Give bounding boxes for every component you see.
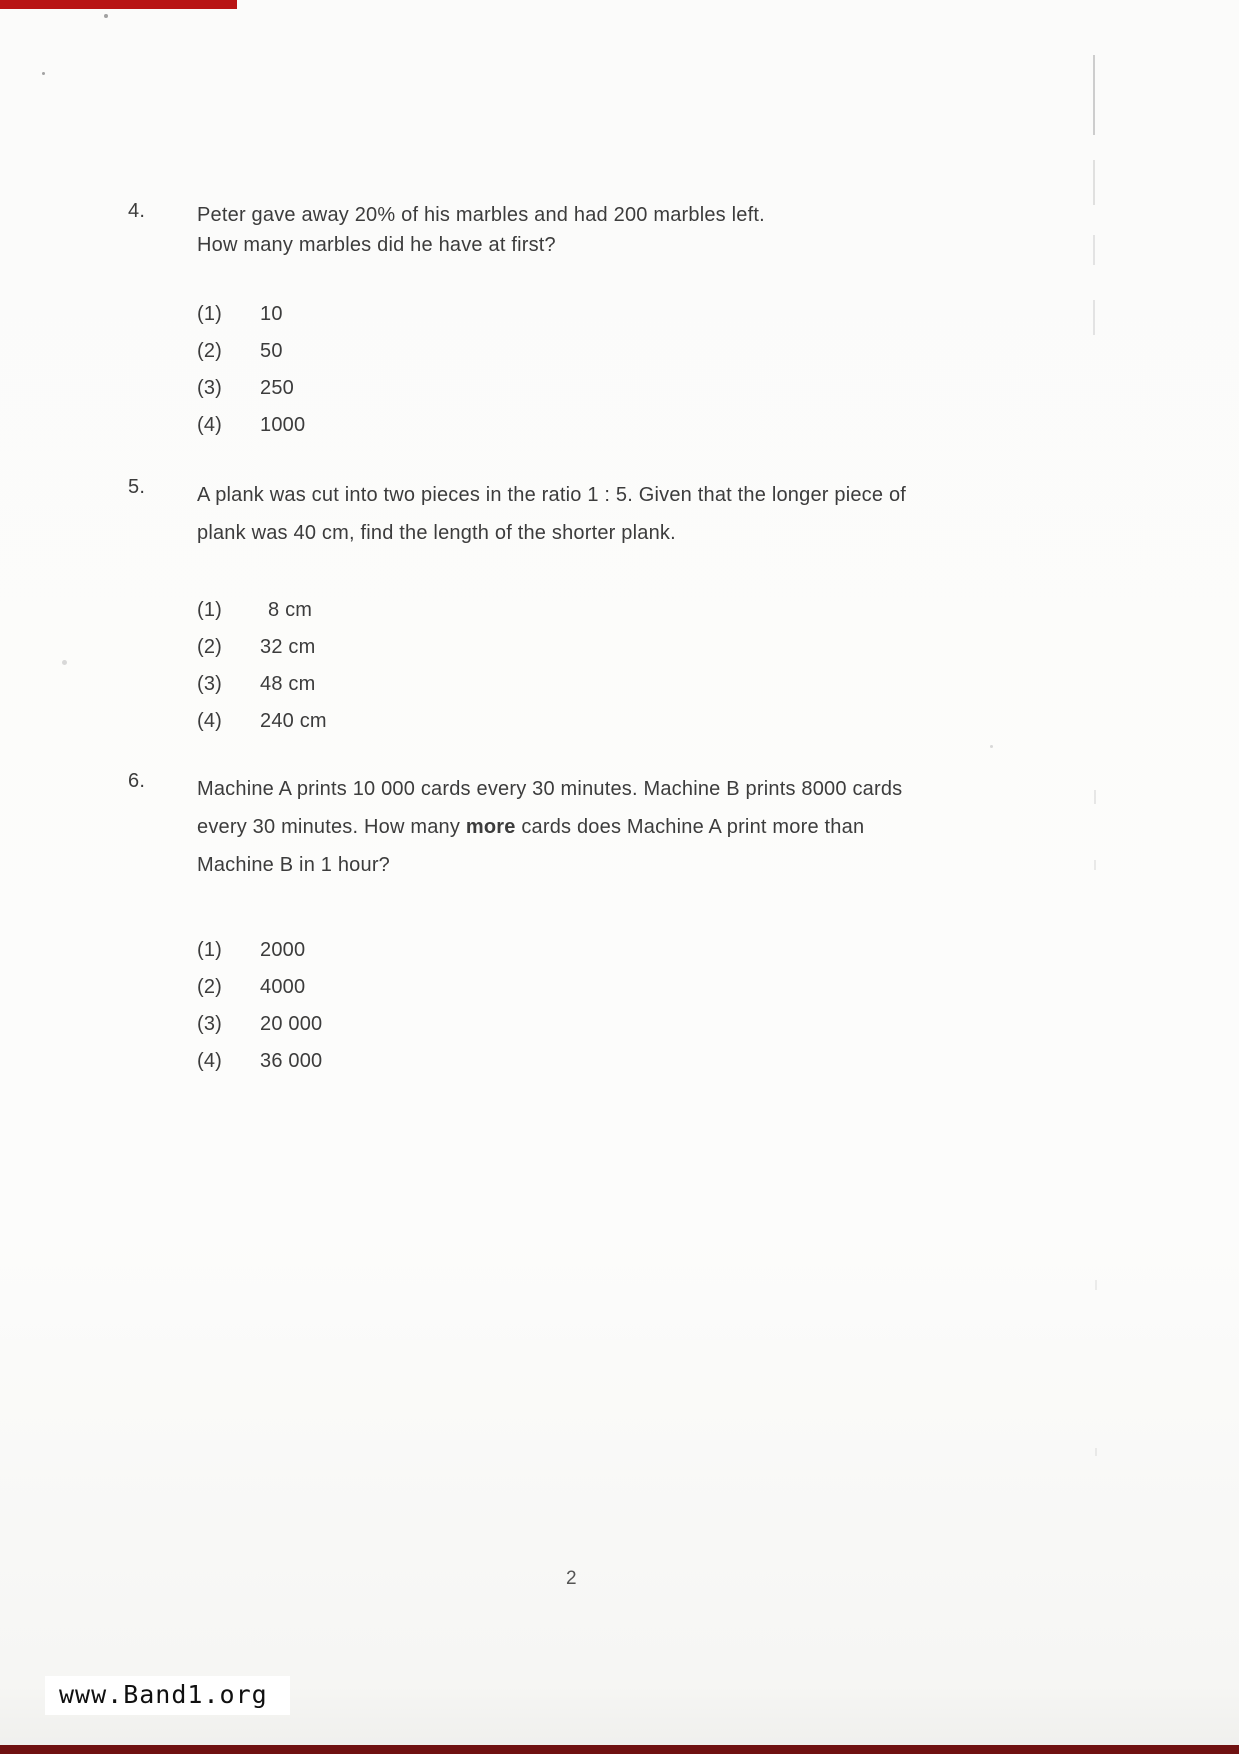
question-line-segment: every 30 minutes. How many xyxy=(197,816,466,838)
scan-artifact-line xyxy=(1093,300,1095,335)
option-row xyxy=(197,1043,1057,1080)
scan-edge-strip-bottom xyxy=(0,1745,1239,1754)
option-row xyxy=(197,296,1057,333)
question-body xyxy=(197,476,1057,740)
options-list xyxy=(197,296,1057,444)
option-row xyxy=(197,370,1057,407)
option-label: (2) xyxy=(197,340,223,362)
option-label: (4) xyxy=(197,414,223,436)
question-line-segment: cards does Machine A print more than xyxy=(515,816,865,838)
option-value: 10 xyxy=(260,303,283,325)
option-value: 36 000 xyxy=(260,1050,323,1072)
scan-artifact-line xyxy=(1095,1280,1097,1290)
page-number: 2 xyxy=(566,1568,578,1589)
question-number: 5. xyxy=(128,476,146,498)
question-number: 6. xyxy=(128,770,146,792)
option-label: (4) xyxy=(197,1050,223,1072)
option-value: 8 cm xyxy=(268,599,313,621)
option-label: (3) xyxy=(197,673,223,695)
option-value: 20 000 xyxy=(260,1013,323,1035)
options-list xyxy=(197,932,1057,1080)
option-value: 4000 xyxy=(260,976,306,998)
option-label: (1) xyxy=(197,599,223,621)
option-row xyxy=(197,407,1057,444)
option-row xyxy=(197,703,1057,740)
question-line: Machine B in 1 hour? xyxy=(197,854,391,876)
scan-speck xyxy=(990,745,993,748)
option-row xyxy=(197,629,1057,666)
question-line: Peter gave away 20% of his marbles and had 200 marbles left. xyxy=(197,204,765,226)
scan-artifact-line xyxy=(1093,55,1095,135)
scan-artifact-line xyxy=(1094,860,1096,870)
question-body xyxy=(197,770,1057,1080)
question-block-4 xyxy=(128,200,1057,444)
option-label: (2) xyxy=(197,976,223,998)
question-line: How many marbles did he have at first? xyxy=(197,234,556,256)
question-line: plank was 40 cm, find the length of the shorter plank. xyxy=(197,522,676,544)
option-row xyxy=(197,333,1057,370)
question-block-6 xyxy=(128,770,1057,1080)
question-block-5 xyxy=(128,476,1057,740)
option-label: (1) xyxy=(197,939,223,961)
option-row xyxy=(197,592,1057,629)
option-value: 2000 xyxy=(260,939,306,961)
question-line-emphasis: more xyxy=(465,816,516,838)
scan-edge-strip-top xyxy=(0,0,237,9)
option-value: 48 cm xyxy=(260,673,316,695)
watermark: www.Band1.org xyxy=(45,1676,290,1715)
scan-artifact-line xyxy=(1093,235,1095,265)
option-row xyxy=(197,666,1057,703)
option-value: 50 xyxy=(260,340,283,362)
option-label: (2) xyxy=(197,636,223,658)
option-row xyxy=(197,932,1057,969)
scan-speck xyxy=(104,14,108,18)
option-value: 1000 xyxy=(260,414,306,436)
scan-artifact-line xyxy=(1095,1448,1097,1456)
option-value: 32 cm xyxy=(260,636,316,658)
scan-speck xyxy=(42,72,45,75)
option-value: 250 xyxy=(260,377,294,399)
question-number: 4. xyxy=(128,200,146,222)
option-label: (3) xyxy=(197,1013,223,1035)
question-body xyxy=(197,200,1057,444)
option-label: (3) xyxy=(197,377,223,399)
question-line: A plank was cut into two pieces in the ratio 1 : 5. Given that the longer piece of xyxy=(197,484,907,506)
option-label: (4) xyxy=(197,710,223,732)
options-list xyxy=(197,592,1057,740)
option-label: (1) xyxy=(197,303,223,325)
scan-artifact-line xyxy=(1093,160,1095,205)
option-value: 240 cm xyxy=(260,710,327,732)
scan-speck xyxy=(62,660,67,665)
question-line: Machine A prints 10 000 cards every 30 minutes. Machine B prints 8000 cards xyxy=(197,778,903,800)
scan-artifact-line xyxy=(1094,790,1096,804)
question-line xyxy=(197,808,1057,846)
option-row xyxy=(197,969,1057,1006)
option-row xyxy=(197,1006,1057,1043)
